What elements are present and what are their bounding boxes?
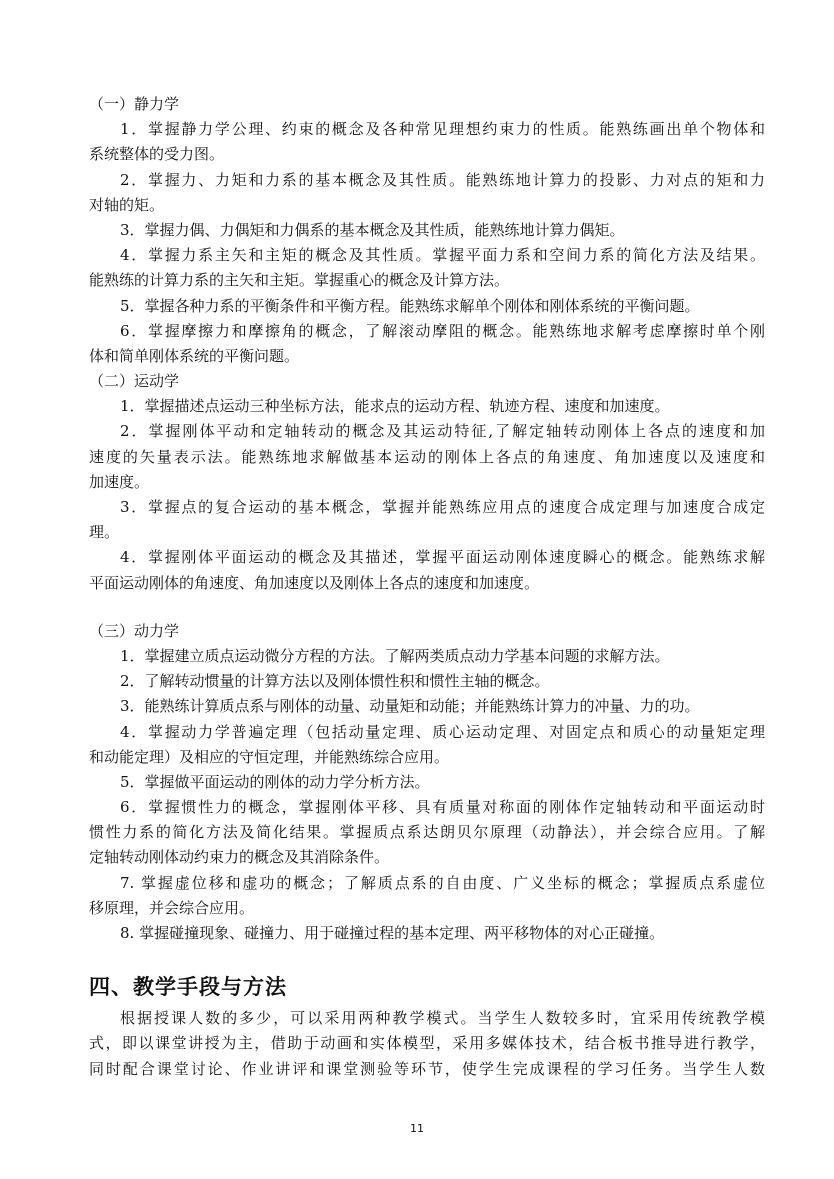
list-item-first-line: 2．掌握力、力矩和力系的基本概念及其性质。能熟练地计算力的投影、力对点的矩和力 bbox=[120, 170, 765, 189]
list-item bbox=[89, 117, 765, 167]
section-heading-dynamics: （三）动力学 bbox=[89, 621, 180, 640]
list-item-first-line: 6．掌握惯性力的概念，掌握刚体平移、具有质量对称面的刚体作定轴转动和平面运动时 bbox=[120, 798, 765, 817]
kinematics-item-list bbox=[89, 394, 765, 596]
statics-item-list bbox=[89, 117, 765, 369]
list-item bbox=[89, 545, 765, 595]
paragraph-gap bbox=[89, 596, 765, 619]
list-item-continuation-line: 定轴转动刚体动约束力的概念及其消除条件。 bbox=[89, 848, 390, 867]
list-item bbox=[89, 168, 765, 218]
list-item bbox=[89, 243, 765, 293]
list-item-continuation-line: 移原理，并会综合应用。 bbox=[89, 898, 255, 917]
list-item-first-line: 4．掌握刚体平面运动的概念及其描述，掌握平面运动刚体速度瞬心的概念。能熟练求解 bbox=[120, 548, 765, 567]
paragraph-line: 式，即以课堂讲授为主，借助于动画和实体模型，采用多媒体技术，结合板书推导进行教学， bbox=[89, 1034, 765, 1053]
list-item bbox=[89, 294, 765, 319]
list-item bbox=[89, 495, 765, 545]
list-item-first-line: 1．掌握建立质点运动微分方程的方法。了解两类质点动力学基本问题的求解方法。 bbox=[120, 646, 670, 665]
list-item-continuation-line: 加速度。 bbox=[89, 472, 150, 491]
list-item-continuation-line: 和动能定理）及相应的守恒定理，并能熟练综合应用。 bbox=[89, 747, 450, 766]
list-item bbox=[89, 319, 765, 369]
list-item bbox=[89, 669, 765, 694]
list-item-continuation-line: 系统整体的受力图。 bbox=[89, 145, 225, 164]
list-item-continuation-line: 惯性力系的简化方法及简化结果。掌握质点系达朗贝尔原理（动静法），并会综合应用。了解 bbox=[89, 823, 765, 842]
list-item bbox=[89, 419, 765, 495]
list-item-first-line: 1．掌握静力学公理、约束的概念及各种常见理想约束力的性质。能熟练画出单个物体和 bbox=[120, 120, 765, 139]
list-item-continuation-line: 对轴的矩。 bbox=[89, 195, 165, 214]
list-item-continuation-line: 理。 bbox=[89, 523, 120, 542]
list-item bbox=[89, 921, 765, 946]
list-item-continuation-line: 平面运动刚体的角速度、角加速度以及刚体上各点的速度和加速度。 bbox=[89, 573, 540, 592]
list-item-first-line: 5．掌握做平面运动的刚体的动力学分析方法。 bbox=[120, 772, 430, 791]
list-item-first-line: 6．掌握摩擦力和摩擦角的概念，了解滚动摩阻的概念。能熟练地求解考虑摩擦时单个刚 bbox=[120, 321, 765, 340]
paragraph-line: 同时配合课堂讨论、作业讲评和课堂测验等环节，使学生完成课程的学习任务。当学生人数 bbox=[89, 1059, 765, 1078]
list-item bbox=[89, 694, 765, 719]
list-item-first-line: 8. 掌握碰撞现象、碰撞力、用于碰撞过程的基本定理、两平移物体的对心正碰撞。 bbox=[120, 924, 665, 942]
list-item-continuation-line: 能熟练的计算力系的主矢和主矩。掌握重心的概念及计算方法。 bbox=[89, 271, 510, 290]
list-item-first-line: 4．掌握动力学普遍定理（包括动量定理、质心运动定理、对固定点和质心的动量矩定理 bbox=[120, 722, 765, 741]
list-item bbox=[89, 644, 765, 669]
list-item-continuation-line: 速度的矢量表示法。能熟练地求解做基本运动的刚体上各点的角速度、角加速度以及速度和 bbox=[89, 447, 765, 466]
section-heading-kinematics: （二）运动学 bbox=[89, 372, 180, 391]
list-item-first-line: 7. 掌握虚位移和虚功的概念；了解质点系的自由度、广义坐标的概念；掌握质点系虚位 bbox=[120, 873, 765, 892]
teaching-methods-paragraph bbox=[89, 1006, 765, 1082]
page-number: 11 bbox=[410, 1122, 424, 1135]
page-content bbox=[89, 92, 765, 1082]
list-item bbox=[89, 218, 765, 243]
list-item bbox=[89, 770, 765, 795]
list-item bbox=[89, 394, 765, 419]
list-item-first-line: 3．掌握力偶、力偶矩和力偶系的基本概念及其性质，能熟练地计算力偶矩。 bbox=[120, 220, 625, 239]
list-item-continuation-line: 体和简单刚体系统的平衡问题。 bbox=[89, 346, 300, 365]
list-item bbox=[89, 795, 765, 871]
list-item-first-line: 5．掌握各种力系的平衡条件和平衡方程。能熟练求解单个刚体和刚体系统的平衡问题。 bbox=[120, 296, 700, 315]
chapter-heading-teaching-methods: 四、教学手段与方法 bbox=[89, 975, 287, 1000]
list-item-first-line: 2．了解转动惯量的计算方法以及刚体惯性积和惯性主轴的概念。 bbox=[120, 672, 550, 691]
section-heading-statics: （一）静力学 bbox=[89, 95, 180, 113]
list-item-first-line: 1．掌握描述点运动三种坐标方法，能求点的运动方程、轨迹方程、速度和加速度。 bbox=[120, 397, 670, 416]
list-item-first-line: 3．能熟练计算质点系与刚体的动量、动量矩和动能；并能熟练计算力的冲量、力的功。 bbox=[120, 697, 700, 716]
list-item bbox=[89, 871, 765, 921]
list-item-first-line: 2．掌握刚体平动和定轴转动的概念及其运动特征,了解定轴转动刚体上各点的速度和加 bbox=[120, 422, 765, 441]
dynamics-item-list bbox=[89, 644, 765, 946]
list-item-first-line: 4．掌握力系主矢和主矩的概念及其性质。掌握平面力系和空间力系的简化方法及结果。 bbox=[120, 246, 765, 265]
list-item-first-line: 3．掌握点的复合运动的基本概念，掌握并能熟练应用点的速度合成定理与加速度合成定 bbox=[120, 498, 765, 516]
list-item bbox=[89, 720, 765, 770]
paragraph-line: 根据授课人数的多少，可以采用两种教学模式。当学生人数较多时，宜采用传统教学模 bbox=[120, 1009, 765, 1028]
